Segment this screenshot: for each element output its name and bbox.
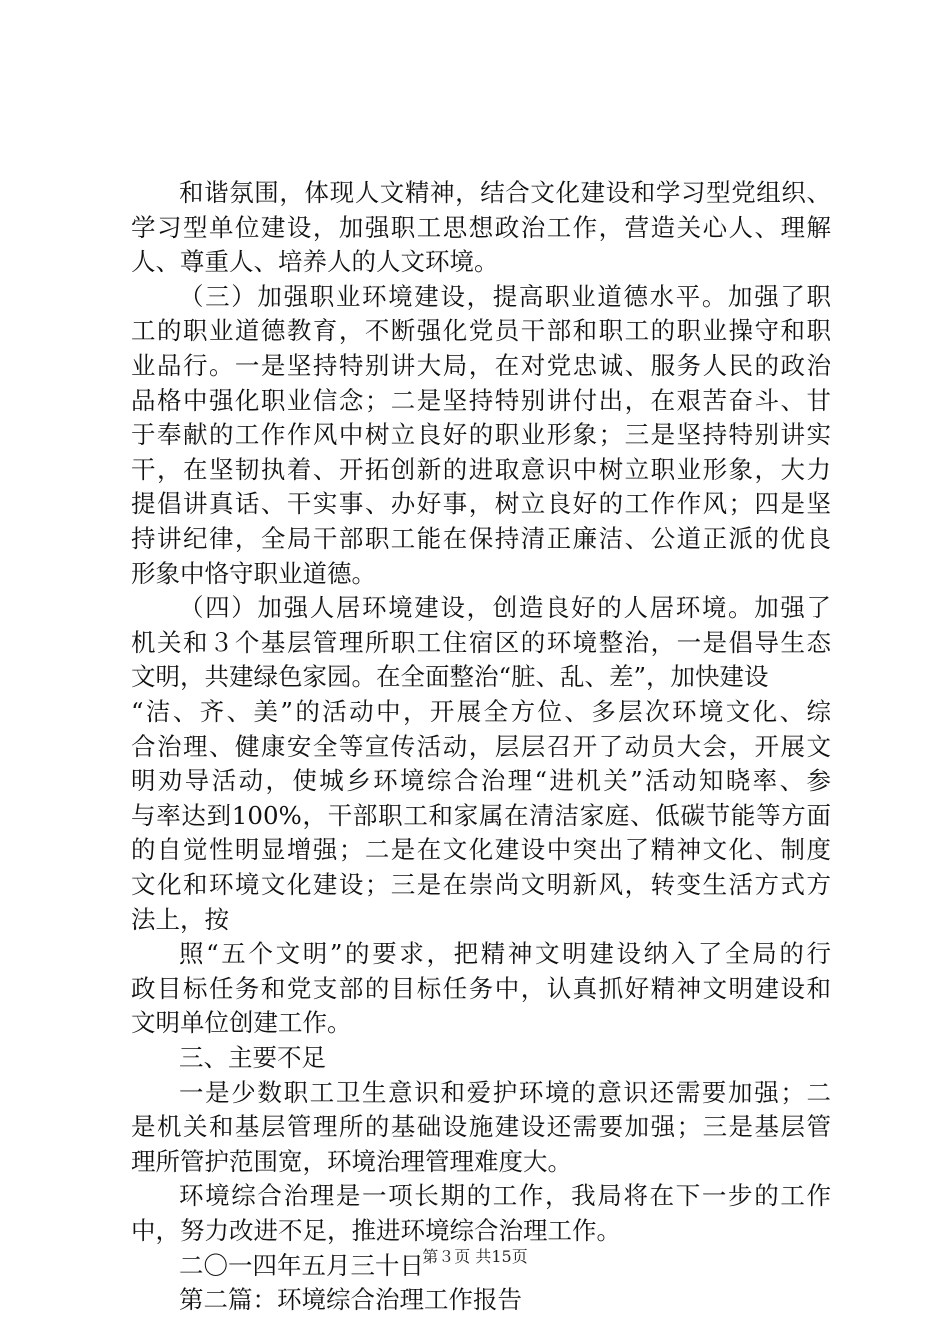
text-line: 明劝导活动，使城乡环境综合治理“进机关”活动知晓率、参 (131, 766, 831, 796)
text-line: 二〇一四年五月三十日 (179, 1250, 424, 1280)
text-line: 文化和环境文化建设；三是在崇尚文明新风，转变生活方式方 (131, 870, 831, 899)
text-line: 文明，共建绿色家园。在全面整治“脏、乱、差”，加快建设 (131, 662, 769, 692)
text-line: 理所管护范围宽，环境治理管理难度大。 (131, 1146, 572, 1176)
text-line: “洁、齐、美”的活动中，开展全方位、多层次环境文化、综 (131, 697, 831, 726)
text-line: 品格中强化职业信念；二是坚持特别讲付出，在艰苦奋斗、甘 (131, 385, 831, 415)
page-number-footer: 第３页 共15页 (422, 1247, 528, 1266)
text-line: 和谐氛围，体现人文精神，结合文化建设和学习型党组织、 (179, 178, 831, 207)
text-line: 政目标任务和党支部的目标任务中，认真抓好精神文明建设和 (131, 973, 831, 1003)
text-line: 照“五个文明”的要求，把精神文明建设纳入了全局的行 (179, 939, 831, 969)
text-line: 三、主要不足 (179, 1043, 326, 1072)
text-line: 人、尊重人、培养人的人文环境。 (131, 247, 499, 277)
text-line: 工的职业道德教育，不断强化党员干部和职工的职业操守和职 (131, 316, 831, 346)
text-line: 持讲纪律，全局干部职工能在保持清正廉洁、公道正派的优良 (131, 524, 831, 553)
text-line: （三）加强职业环境建设，提高职业道德水平。加强了职 (179, 281, 831, 311)
text-line: 于奉献的工作作风中树立良好的职业形象；三是坚持特别讲实 (131, 420, 831, 450)
text-line: 环境综合治理是一项长期的工作，我局将在下一步的工作 (179, 1181, 831, 1211)
text-line: 第二篇：环境综合治理工作报告 (179, 1285, 522, 1315)
text-line: 提倡讲真话、干实事、办好事，树立良好的工作作风；四是坚 (131, 489, 831, 519)
text-line: 法上，按 (131, 904, 229, 934)
text-line: （四）加强人居环境建设，创造良好的人居环境。加强了 (179, 593, 831, 623)
text-line: 与率达到100%，干部职工和家属在清洁家庭、低碳节能等方面 (131, 800, 831, 830)
text-line: 的自觉性明显增强；二是在文化建设中突出了精神文化、制度 (131, 835, 831, 865)
text-line: 机关和３个基层管理所职工住宿区的环境整治，一是倡导生态 (131, 627, 831, 657)
text-line: 业品行。一是坚持特别讲大局，在对党忠诚、服务人民的政治 (131, 351, 831, 380)
text-line: 文明单位创建工作。 (131, 1008, 352, 1038)
text-line: 一是少数职工卫生意识和爱护环境的意识还需要加强；二 (179, 1077, 831, 1107)
text-line: 合治理、健康安全等宣传活动，层层召开了动员大会，开展文 (131, 731, 831, 761)
text-line: 是机关和基层管理所的基础设施建设还需要加强；三是基层管 (131, 1112, 831, 1142)
text-line: 形象中恪守职业道德。 (131, 558, 376, 588)
text-line: 学习型单位建设，加强职工思想政治工作，营造关心人、理解 (131, 212, 831, 242)
text-line: 中，努力改进不足，推进环境综合治理工作。 (131, 1216, 621, 1245)
text-line: 干，在坚韧执着、开拓创新的进取意识中树立职业形象，大力 (131, 454, 831, 484)
